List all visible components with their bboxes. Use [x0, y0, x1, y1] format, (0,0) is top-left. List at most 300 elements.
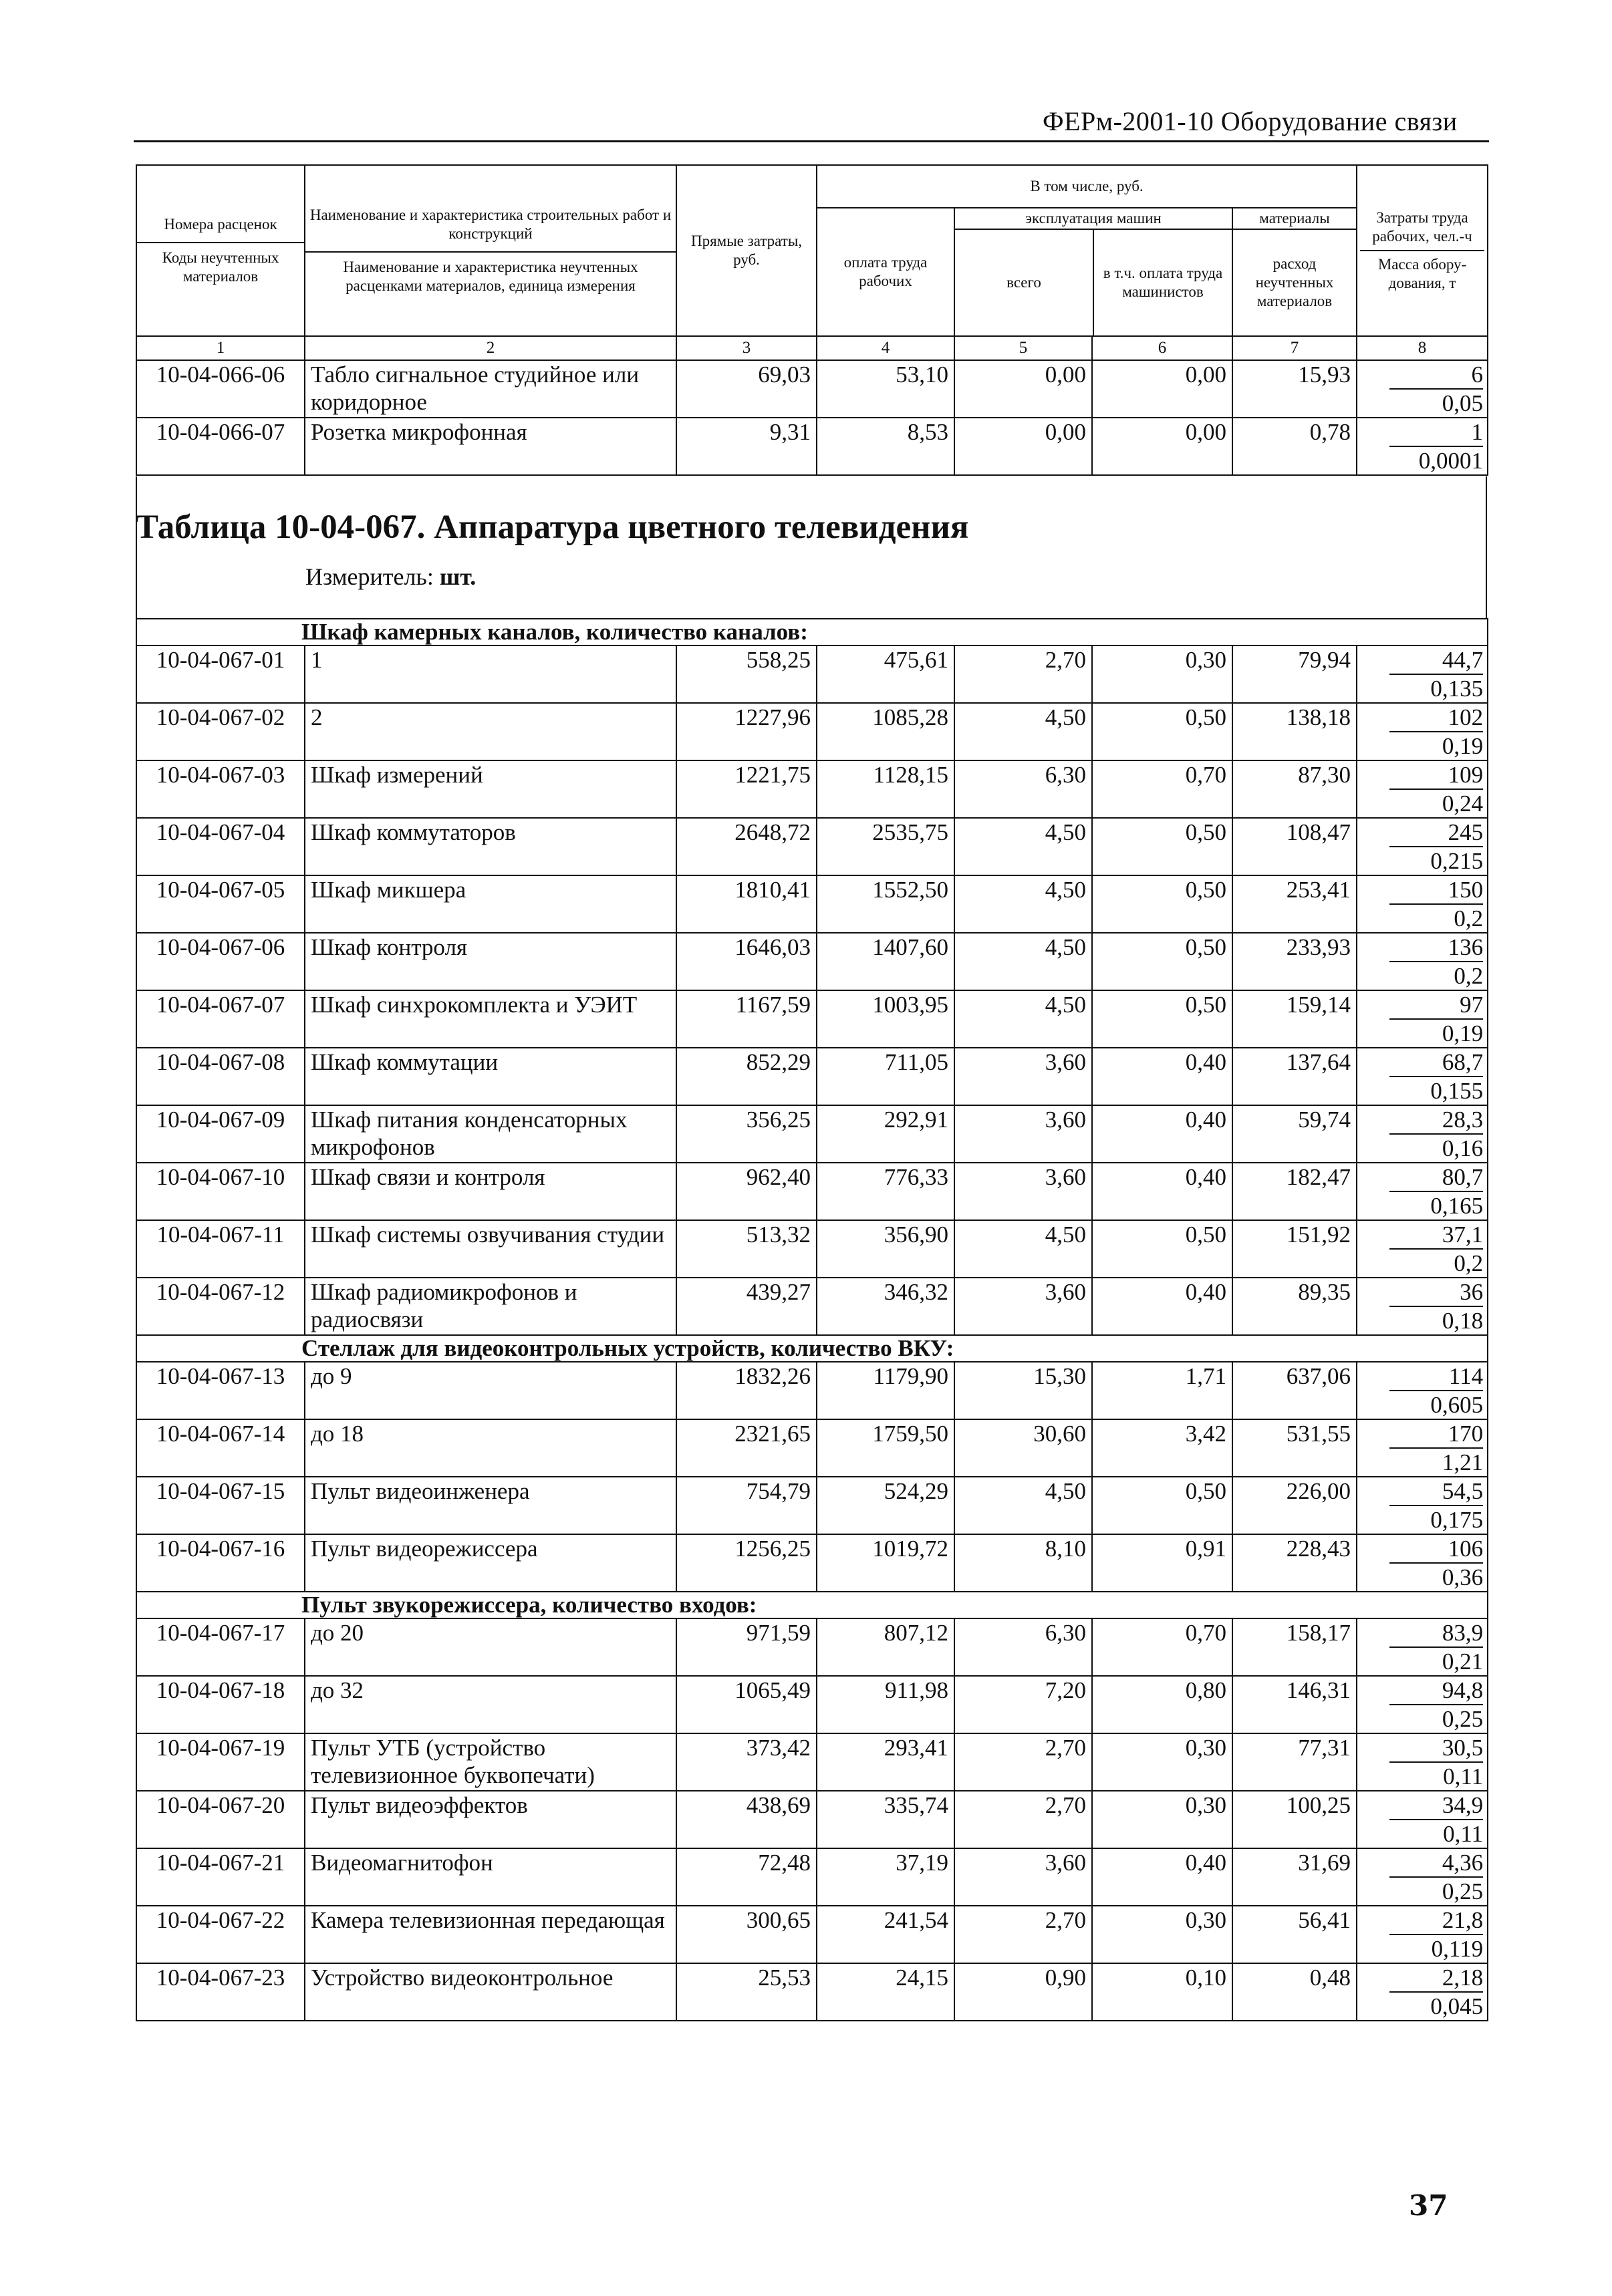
- rate-name: Шкаф питания конденсаторных микрофонов: [305, 1105, 676, 1163]
- labor-mass-cell: [1357, 760, 1488, 818]
- equipment-mass-value: 0,36: [1442, 1564, 1484, 1590]
- direct-costs-value: 1810,41: [676, 875, 817, 933]
- worker-pay-value: 475,61: [817, 645, 954, 703]
- rate-name: Шкаф коммутаторов: [305, 818, 676, 875]
- equipment-mass-value: 0,165: [1430, 1193, 1484, 1219]
- labor-hours-value: 28,3: [1389, 1106, 1483, 1135]
- header-operators-pay: в т.ч. оплата труда машинистов: [1103, 265, 1223, 300]
- page-number: 37: [1409, 2189, 1448, 2222]
- header-group-label: В том числе, руб.: [817, 165, 1357, 208]
- section-row: [136, 619, 1488, 645]
- operators-pay-value: 0,50: [1092, 990, 1232, 1048]
- machines-total-value: 6,30: [954, 760, 1092, 818]
- rate-code: 10-04-067-23: [136, 1963, 305, 2021]
- direct-costs-value: 962,40: [676, 1163, 817, 1220]
- labor-hours-value: 83,9: [1389, 1619, 1483, 1648]
- labor-hours-value: 54,5: [1389, 1477, 1483, 1506]
- operators-pay-value: 0,80: [1092, 1676, 1232, 1733]
- rate-code: 10-04-067-12: [136, 1278, 305, 1335]
- materials-value: 108,47: [1232, 818, 1357, 875]
- direct-costs-value: 754,79: [676, 1477, 817, 1534]
- direct-costs-value: 1832,26: [676, 1362, 817, 1419]
- direct-costs-value: 1256,25: [676, 1534, 817, 1592]
- direct-costs-value: 373,42: [676, 1733, 817, 1791]
- rate-name: Шкаф коммутации: [305, 1048, 676, 1105]
- rate-code: 10-04-067-14: [136, 1419, 305, 1477]
- labor-hours-value: 2,18: [1389, 1964, 1483, 1993]
- machines-total-value: 4,50: [954, 703, 1092, 760]
- operators-pay-value: 0,70: [1092, 1618, 1232, 1676]
- column-number: 8: [1357, 336, 1488, 360]
- labor-hours-value: 109: [1389, 761, 1483, 790]
- rate-code: 10-04-067-08: [136, 1048, 305, 1105]
- materials-value: 89,35: [1232, 1278, 1357, 1335]
- rate-code: 10-04-066-06: [136, 360, 305, 418]
- operators-pay-value: 0,40: [1092, 1848, 1232, 1906]
- table-row: [136, 1163, 1488, 1220]
- equipment-mass-value: 0,605: [1430, 1392, 1484, 1418]
- table-row: [136, 875, 1488, 933]
- rate-code: 10-04-067-17: [136, 1618, 305, 1676]
- direct-costs-value: 25,53: [676, 1963, 817, 2021]
- direct-costs-value: 2648,72: [676, 818, 817, 875]
- materials-value: 146,31: [1232, 1676, 1357, 1733]
- labor-mass-cell: [1357, 1906, 1488, 1963]
- meter-value: шт.: [439, 563, 477, 590]
- table-row: [136, 1676, 1488, 1733]
- materials-value: 151,92: [1232, 1220, 1357, 1278]
- labor-hours-value: 6: [1389, 361, 1483, 390]
- labor-hours-value: 150: [1389, 876, 1483, 905]
- operators-pay-value: 0,50: [1092, 818, 1232, 875]
- header-col1-top: Номера расценок: [164, 216, 277, 233]
- operators-pay-value: 0,70: [1092, 760, 1232, 818]
- labor-mass-cell: [1357, 1163, 1488, 1220]
- machines-total-value: 2,70: [954, 1733, 1092, 1791]
- worker-pay-value: 356,90: [817, 1220, 954, 1278]
- worker-pay-value: 1128,15: [817, 760, 954, 818]
- materials-value: 159,14: [1232, 990, 1357, 1048]
- operators-pay-value: 0,40: [1092, 1105, 1232, 1163]
- labor-mass-cell: [1357, 1220, 1488, 1278]
- worker-pay-value: 911,98: [817, 1676, 954, 1733]
- rate-name: Шкаф микшера: [305, 875, 676, 933]
- worker-pay-value: 1019,72: [817, 1534, 954, 1592]
- labor-mass-cell: [1357, 990, 1488, 1048]
- table-row: [136, 1906, 1488, 1963]
- materials-value: 228,43: [1232, 1534, 1357, 1592]
- labor-hours-value: 21,8: [1389, 1906, 1483, 1935]
- rate-name: до 32: [305, 1676, 676, 1733]
- rate-name: до 20: [305, 1618, 676, 1676]
- rate-name: Шкаф измерений: [305, 760, 676, 818]
- operators-pay-value: 0,91: [1092, 1534, 1232, 1592]
- labor-hours-value: 170: [1389, 1420, 1483, 1449]
- equipment-mass-value: 0,045: [1430, 1993, 1484, 2019]
- equipment-mass-value: 0,25: [1442, 1878, 1484, 1904]
- operators-pay-value: 0,00: [1092, 360, 1232, 418]
- materials-value: 56,41: [1232, 1906, 1357, 1963]
- labor-mass-cell: [1357, 1676, 1488, 1733]
- rate-code: 10-04-067-19: [136, 1733, 305, 1791]
- machines-total-value: 0,00: [954, 360, 1092, 418]
- header-labor-hours-cell: [1357, 165, 1488, 336]
- labor-mass-cell: [1357, 1848, 1488, 1906]
- worker-pay-value: 1759,50: [817, 1419, 954, 1477]
- section-title: Шкаф камерных каналов, количество каналов:: [136, 619, 1488, 645]
- labor-hours-value: 97: [1389, 991, 1483, 1020]
- equipment-mass-value: 0,2: [1454, 963, 1484, 989]
- column-number: 7: [1232, 336, 1357, 360]
- labor-mass-cell: [1357, 645, 1488, 703]
- labor-hours-value: 30,5: [1389, 1734, 1483, 1763]
- header-worker-pay: оплата труда рабочих: [817, 208, 954, 336]
- header-col8-top: Затраты труда рабочих, чел.-ч: [1372, 209, 1472, 245]
- worker-pay-value: 241,54: [817, 1906, 954, 1963]
- equipment-mass-value: 0,21: [1442, 1648, 1484, 1675]
- labor-mass-cell: [1357, 818, 1488, 875]
- machines-total-value: 3,60: [954, 1163, 1092, 1220]
- direct-costs-value: 72,48: [676, 1848, 817, 1906]
- running-head: ФЕРм-2001-10 Оборудование связи: [1043, 106, 1458, 136]
- equipment-mass-value: 0,05: [1442, 390, 1483, 416]
- rate-code: 10-04-067-05: [136, 875, 305, 933]
- operators-pay-value: 1,71: [1092, 1362, 1232, 1419]
- direct-costs-value: 1646,03: [676, 933, 817, 990]
- labor-mass-cell: [1357, 875, 1488, 933]
- direct-costs-value: 1227,96: [676, 703, 817, 760]
- rate-code: 10-04-067-03: [136, 760, 305, 818]
- operators-pay-value: 0,50: [1092, 933, 1232, 990]
- machines-total-value: 2,70: [954, 645, 1092, 703]
- operators-pay-value: 0,30: [1092, 645, 1232, 703]
- rate-name: 2: [305, 703, 676, 760]
- labor-hours-value: 136: [1389, 934, 1483, 962]
- labor-hours-value: 1: [1389, 418, 1483, 447]
- header-machines-label: эксплуатация машин: [955, 208, 1232, 230]
- labor-mass-cell: [1357, 1534, 1488, 1592]
- labor-hours-value: 94,8: [1389, 1677, 1483, 1705]
- rate-code: 10-04-067-16: [136, 1534, 305, 1592]
- rate-code: 10-04-067-11: [136, 1220, 305, 1278]
- equipment-mass-value: 1,21: [1442, 1449, 1484, 1475]
- direct-costs-value: 971,59: [676, 1618, 817, 1676]
- worker-pay-value: 524,29: [817, 1477, 954, 1534]
- materials-value: 87,30: [1232, 760, 1357, 818]
- rate-name: Устройство видеоконтрольное: [305, 1963, 676, 2021]
- labor-hours-value: 114: [1389, 1362, 1483, 1391]
- equipment-mass-value: 0,2: [1454, 905, 1484, 931]
- worker-pay-value: 2535,75: [817, 818, 954, 875]
- rate-name: Пульт видеорежиссера: [305, 1534, 676, 1592]
- labor-mass-cell: [1357, 1362, 1488, 1419]
- rate-code: 10-04-067-21: [136, 1848, 305, 1906]
- machines-total-value: 0,90: [954, 1963, 1092, 2021]
- table-066: [136, 360, 1488, 476]
- labor-hours-value: 34,9: [1389, 1791, 1483, 1820]
- header-materials-label: материалы: [1233, 208, 1356, 230]
- machines-total-value: 4,50: [954, 933, 1092, 990]
- worker-pay-value: 53,10: [817, 360, 954, 418]
- worker-pay-value: 37,19: [817, 1848, 954, 1906]
- materials-value: 100,25: [1232, 1791, 1357, 1848]
- operators-pay-value: 0,30: [1092, 1906, 1232, 1963]
- equipment-mass-value: 0,215: [1430, 848, 1484, 874]
- equipment-mass-value: 0,16: [1442, 1135, 1484, 1161]
- column-number: 1: [136, 336, 305, 360]
- worker-pay-value: 293,41: [817, 1733, 954, 1791]
- header-col1-bottom: Коды неучтенных материалов: [162, 249, 279, 285]
- table-row: [136, 818, 1488, 875]
- column-number-row: [136, 336, 1488, 360]
- rate-name: Пульт видеоинженера: [305, 1477, 676, 1534]
- rate-name: Пульт видеоэффектов: [305, 1791, 676, 1848]
- table-row: [136, 1278, 1488, 1335]
- machines-total-value: 8,10: [954, 1534, 1092, 1592]
- equipment-mass-value: 0,0001: [1418, 448, 1483, 474]
- meter-label: Измеритель:: [305, 563, 434, 590]
- materials-value: 637,06: [1232, 1362, 1357, 1419]
- worker-pay-value: 292,91: [817, 1105, 954, 1163]
- column-number: 2: [305, 336, 676, 360]
- direct-costs-value: 852,29: [676, 1048, 817, 1105]
- header-materials-cell: [1232, 208, 1357, 336]
- equipment-mass-value: 0,25: [1442, 1706, 1484, 1732]
- worker-pay-value: 1085,28: [817, 703, 954, 760]
- table-067: [136, 618, 1488, 2021]
- header-col8-bottom: Масса обору- дования, т: [1377, 256, 1467, 291]
- materials-value: 15,93: [1232, 360, 1357, 418]
- operators-pay-value: 0,10: [1092, 1963, 1232, 2021]
- operators-pay-value: 0,40: [1092, 1048, 1232, 1105]
- labor-hours-value: 106: [1389, 1535, 1483, 1564]
- header-col2-bottom: Наименование и характеристика неучтенных расценками материалов, единица измерения: [343, 259, 638, 294]
- direct-costs-value: 300,65: [676, 1906, 817, 1963]
- section-title: Стеллаж для видеоконтрольных устройств, количество ВКУ:: [136, 1335, 1488, 1362]
- rate-code: 10-04-067-04: [136, 818, 305, 875]
- rate-code: 10-04-066-07: [136, 418, 305, 475]
- rate-name: Пульт УТБ (устройство телевизионное буквопечати): [305, 1733, 676, 1791]
- materials-value: 253,41: [1232, 875, 1357, 933]
- rate-name: Табло сигнальное студийное или коридорное: [305, 360, 676, 418]
- operators-pay-value: 0,50: [1092, 1477, 1232, 1534]
- rate-code: 10-04-067-09: [136, 1105, 305, 1163]
- machines-total-value: 7,20: [954, 1676, 1092, 1733]
- equipment-mass-value: 0,19: [1442, 733, 1484, 759]
- rate-code: 10-04-067-18: [136, 1676, 305, 1733]
- table-row: [136, 1419, 1488, 1477]
- worker-pay-value: 807,12: [817, 1618, 954, 1676]
- table-row: [136, 1534, 1488, 1592]
- direct-costs-value: 356,25: [676, 1105, 817, 1163]
- rate-name: Шкаф синхрокомплекта и УЭИТ: [305, 990, 676, 1048]
- table-row: [136, 645, 1488, 703]
- table-067-title: Таблица 10-04-067. Аппаратура цветного телевидения: [136, 509, 969, 546]
- table-row: [136, 1105, 1488, 1163]
- equipment-mass-value: 0,18: [1442, 1308, 1484, 1334]
- materials-value: 59,74: [1232, 1105, 1357, 1163]
- rate-name: Шкаф связи и контроля: [305, 1163, 676, 1220]
- rate-name: до 18: [305, 1419, 676, 1477]
- machines-total-value: 3,60: [954, 1048, 1092, 1105]
- materials-value: 0,48: [1232, 1963, 1357, 2021]
- operators-pay-value: 0,50: [1092, 703, 1232, 760]
- machines-total-value: 6,30: [954, 1618, 1092, 1676]
- labor-mass-cell: [1357, 1733, 1488, 1791]
- machines-total-value: 4,50: [954, 1220, 1092, 1278]
- header-machines-cell: [954, 208, 1232, 336]
- worker-pay-value: 335,74: [817, 1791, 954, 1848]
- table-row: [136, 703, 1488, 760]
- rate-code: 10-04-067-02: [136, 703, 305, 760]
- direct-costs-value: 69,03: [676, 360, 817, 418]
- table-row: [136, 418, 1488, 475]
- rate-name: 1: [305, 645, 676, 703]
- table-row: [136, 933, 1488, 990]
- operators-pay-value: 0,40: [1092, 1278, 1232, 1335]
- table-row: [136, 1848, 1488, 1906]
- rate-code: 10-04-067-13: [136, 1362, 305, 1419]
- labor-hours-value: 44,7: [1389, 646, 1483, 675]
- materials-value: 531,55: [1232, 1419, 1357, 1477]
- table-title-frame: [136, 476, 1487, 618]
- table-row: [136, 1618, 1488, 1676]
- labor-hours-value: 36: [1389, 1278, 1483, 1307]
- header-code-cell: [136, 165, 305, 336]
- machines-total-value: 4,50: [954, 990, 1092, 1048]
- table-067-body: [136, 619, 1488, 2021]
- header-materials-consumption: расход неучтенных материалов: [1255, 255, 1334, 309]
- section-row: [136, 1335, 1488, 1362]
- worker-pay-value: 1407,60: [817, 933, 954, 990]
- operators-pay-value: 0,00: [1092, 418, 1232, 475]
- table-row: [136, 1362, 1488, 1419]
- labor-mass-cell: [1357, 1419, 1488, 1477]
- rate-code: 10-04-067-06: [136, 933, 305, 990]
- materials-value: 137,64: [1232, 1048, 1357, 1105]
- equipment-mass-value: 0,175: [1430, 1507, 1484, 1533]
- table-row: [136, 1963, 1488, 2021]
- labor-hours-value: 80,7: [1389, 1163, 1483, 1192]
- column-number: 4: [817, 336, 954, 360]
- worker-pay-value: 1179,90: [817, 1362, 954, 1419]
- operators-pay-value: 3,42: [1092, 1419, 1232, 1477]
- labor-mass-cell: [1357, 703, 1488, 760]
- labor-hours-value: 37,1: [1389, 1221, 1483, 1250]
- column-number: 6: [1092, 336, 1232, 360]
- machines-total-value: 4,50: [954, 818, 1092, 875]
- machines-total-value: 2,70: [954, 1791, 1092, 1848]
- labor-mass-cell: [1357, 1477, 1488, 1534]
- table-067-meter: [305, 563, 476, 591]
- labor-mass-cell: [1357, 1048, 1488, 1105]
- header-col2-top: Наименование и характеристика строительных работ и конструкций: [309, 206, 672, 242]
- operators-pay-value: 0,40: [1092, 1163, 1232, 1220]
- table-row: [136, 1048, 1488, 1105]
- equipment-mass-value: 0,11: [1443, 1763, 1484, 1789]
- equipment-mass-value: 0,11: [1443, 1821, 1484, 1847]
- materials-value: 158,17: [1232, 1618, 1357, 1676]
- machines-total-value: 30,60: [954, 1419, 1092, 1477]
- labor-mass-cell: [1357, 1963, 1488, 2021]
- table-row: [136, 360, 1488, 418]
- labor-mass-cell: [1357, 1791, 1488, 1848]
- direct-costs-value: 1065,49: [676, 1676, 817, 1733]
- worker-pay-value: 346,32: [817, 1278, 954, 1335]
- operators-pay-value: 0,30: [1092, 1791, 1232, 1848]
- rate-name: Камера телевизионная передающая: [305, 1906, 676, 1963]
- column-number: 5: [954, 336, 1092, 360]
- labor-hours-value: 102: [1389, 704, 1483, 732]
- rate-code: 10-04-067-22: [136, 1906, 305, 1963]
- direct-costs-value: 1221,75: [676, 760, 817, 818]
- machines-total-value: 3,60: [954, 1848, 1092, 1906]
- direct-costs-value: 2321,65: [676, 1419, 817, 1477]
- rate-code: 10-04-067-10: [136, 1163, 305, 1220]
- table-row: [136, 760, 1488, 818]
- labor-mass-cell: [1357, 1618, 1488, 1676]
- materials-value: 77,31: [1232, 1733, 1357, 1791]
- rate-code: 10-04-067-20: [136, 1791, 305, 1848]
- worker-pay-value: 8,53: [817, 418, 954, 475]
- machines-total-value: 3,60: [954, 1105, 1092, 1163]
- labor-mass-cell: [1357, 933, 1488, 990]
- operators-pay-value: 0,50: [1092, 1220, 1232, 1278]
- operators-pay-value: 0,30: [1092, 1733, 1232, 1791]
- operators-pay-value: 0,50: [1092, 875, 1232, 933]
- table-row: [136, 1477, 1488, 1534]
- direct-costs-value: 438,69: [676, 1791, 817, 1848]
- direct-costs-value: 1167,59: [676, 990, 817, 1048]
- materials-value: 233,93: [1232, 933, 1357, 990]
- labor-mass-cell: [1357, 418, 1488, 475]
- section-row: [136, 1592, 1488, 1618]
- equipment-mass-value: 0,24: [1442, 791, 1484, 817]
- section-title: Пульт звукорежиссера, количество входов:: [136, 1592, 1488, 1618]
- rate-name: Шкаф контроля: [305, 933, 676, 990]
- direct-costs-value: 9,31: [676, 418, 817, 475]
- worker-pay-value: 711,05: [817, 1048, 954, 1105]
- materials-value: 31,69: [1232, 1848, 1357, 1906]
- rate-code: 10-04-067-01: [136, 645, 305, 703]
- direct-costs-value: 558,25: [676, 645, 817, 703]
- header-machines-total: всего: [955, 230, 1094, 335]
- machines-total-value: 15,30: [954, 1362, 1092, 1419]
- table-row: [136, 990, 1488, 1048]
- rate-name: до 9: [305, 1362, 676, 1419]
- rate-code: 10-04-067-07: [136, 990, 305, 1048]
- equipment-mass-value: 0,19: [1442, 1020, 1484, 1046]
- labor-hours-value: 4,36: [1389, 1849, 1483, 1878]
- materials-value: 138,18: [1232, 703, 1357, 760]
- header-direct-costs: Прямые затраты, руб.: [676, 165, 817, 336]
- materials-value: 0,78: [1232, 418, 1357, 475]
- header-rule: [134, 140, 1489, 142]
- labor-hours-value: 68,7: [1389, 1048, 1483, 1077]
- rate-name: Розетка микрофонная: [305, 418, 676, 475]
- rate-name: Видеомагнитофон: [305, 1848, 676, 1906]
- equipment-mass-value: 0,155: [1430, 1078, 1484, 1104]
- machines-total-value: 2,70: [954, 1906, 1092, 1963]
- column-number: 3: [676, 336, 817, 360]
- machines-total-value: 4,50: [954, 1477, 1092, 1534]
- materials-value: 182,47: [1232, 1163, 1357, 1220]
- labor-mass-cell: [1357, 1105, 1488, 1163]
- table-row: [136, 1220, 1488, 1278]
- materials-value: 79,94: [1232, 645, 1357, 703]
- direct-costs-value: 513,32: [676, 1220, 817, 1278]
- labor-mass-cell: [1357, 360, 1488, 418]
